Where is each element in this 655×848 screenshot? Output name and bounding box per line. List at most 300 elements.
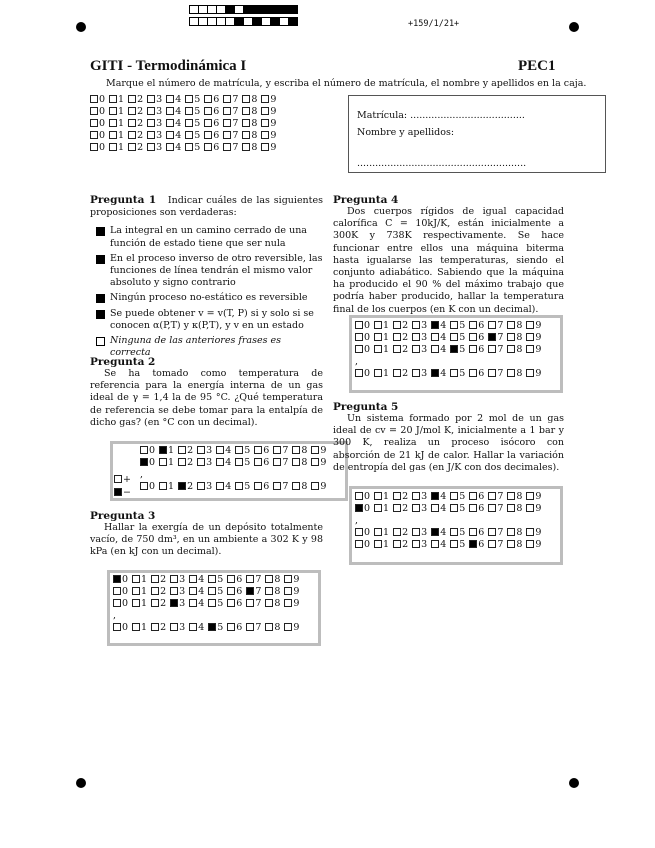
checkbox-icon	[393, 540, 401, 548]
digit-checkbox[interactable]	[311, 481, 326, 493]
digit-checkbox[interactable]	[132, 574, 147, 586]
digit-checkbox[interactable]	[450, 527, 465, 539]
digit-checkbox[interactable]	[265, 598, 280, 610]
digit-checkbox[interactable]	[170, 622, 185, 634]
digit-checkbox[interactable]	[469, 539, 484, 551]
digit-checkbox[interactable]	[147, 130, 162, 142]
digit-checkbox[interactable]	[355, 503, 370, 515]
digit-checkbox[interactable]	[431, 503, 446, 515]
digit-checkbox[interactable]	[412, 344, 427, 356]
digit-checkbox[interactable]	[204, 94, 219, 106]
question-3-grid[interactable]	[113, 574, 303, 634]
checkbox-icon	[185, 95, 193, 103]
digit-checkbox[interactable]	[507, 368, 522, 380]
digit-checkbox[interactable]	[204, 142, 219, 154]
digit-row[interactable]	[113, 574, 303, 586]
digit-checkbox[interactable]	[197, 457, 212, 469]
digit-checkbox[interactable]	[151, 586, 166, 598]
digit-checkbox[interactable]	[393, 539, 408, 551]
digit-checkbox[interactable]	[526, 332, 541, 344]
sign-plus[interactable]	[114, 474, 131, 486]
digit-label: 3	[206, 481, 213, 492]
digit-checkbox[interactable]	[227, 622, 242, 634]
digit-checkbox[interactable]	[223, 130, 238, 142]
digit-checkbox[interactable]	[216, 445, 231, 457]
digit-checkbox[interactable]	[374, 539, 389, 551]
digit-label: 8	[516, 320, 523, 331]
digit-checkbox[interactable]	[242, 94, 257, 106]
digit-checkbox[interactable]	[469, 332, 484, 344]
checkbox-icon	[128, 143, 136, 151]
digit-checkbox[interactable]	[374, 320, 389, 332]
decimal-separator: ,	[355, 356, 359, 367]
question-5-grid[interactable]	[355, 491, 545, 551]
checkbox-icon	[488, 540, 496, 548]
digit-checkbox[interactable]	[185, 142, 200, 154]
digit-checkbox[interactable]	[151, 574, 166, 586]
checkbox-icon	[246, 623, 254, 631]
digit-label: 5	[459, 332, 466, 343]
digit-checkbox[interactable]	[393, 503, 408, 515]
answer-option[interactable]	[90, 225, 323, 249]
digit-checkbox[interactable]	[204, 106, 219, 118]
digit-checkbox[interactable]	[166, 130, 181, 142]
digit-checkbox[interactable]	[488, 368, 503, 380]
checkbox-icon	[469, 333, 477, 341]
sign-minus[interactable]	[114, 487, 131, 499]
digit-checkbox[interactable]	[507, 491, 522, 503]
checkbox-icon	[159, 482, 167, 490]
checkbox-icon	[223, 95, 231, 103]
checkbox-icon	[265, 587, 273, 595]
digit-checkbox[interactable]	[113, 622, 128, 634]
digit-checkbox[interactable]	[374, 503, 389, 515]
digit-checkbox[interactable]	[197, 481, 212, 493]
digit-checkbox[interactable]	[90, 142, 105, 154]
digit-checkbox[interactable]	[159, 445, 174, 457]
digit-label: 6	[263, 481, 270, 492]
checkbox-icon	[254, 482, 262, 490]
digit-checkbox[interactable]	[374, 344, 389, 356]
digit-checkbox[interactable]	[109, 130, 124, 142]
digit-checkbox[interactable]	[185, 130, 200, 142]
checkbox-icon	[147, 119, 155, 127]
digit-label: 4	[440, 503, 447, 514]
digit-checkbox[interactable]	[412, 527, 427, 539]
answer-option[interactable]	[90, 308, 323, 332]
digit-checkbox[interactable]	[178, 457, 193, 469]
digit-row[interactable]	[355, 344, 545, 356]
digit-label: 0	[99, 118, 106, 129]
digit-row[interactable]	[113, 622, 303, 634]
digit-label: 2	[402, 368, 409, 379]
digit-checkbox[interactable]	[223, 94, 238, 106]
question-5	[333, 401, 564, 474]
digit-checkbox[interactable]	[393, 320, 408, 332]
digit-label: 3	[156, 118, 163, 129]
digit-row[interactable]	[355, 368, 545, 380]
digit-checkbox[interactable]	[355, 539, 370, 551]
digit-checkbox[interactable]	[166, 142, 181, 154]
digit-checkbox[interactable]	[140, 445, 155, 457]
digit-checkbox[interactable]	[393, 491, 408, 503]
digit-checkbox[interactable]	[261, 94, 276, 106]
digit-checkbox[interactable]	[355, 344, 370, 356]
digit-checkbox[interactable]	[227, 598, 242, 610]
digit-checkbox[interactable]	[488, 503, 503, 515]
digit-checkbox[interactable]	[355, 368, 370, 380]
digit-checkbox[interactable]	[109, 94, 124, 106]
digit-row[interactable]	[355, 539, 545, 551]
digit-checkbox[interactable]	[431, 368, 446, 380]
digit-checkbox[interactable]	[235, 445, 250, 457]
digit-checkbox[interactable]	[128, 94, 143, 106]
digit-checkbox[interactable]	[488, 491, 503, 503]
digit-checkbox[interactable]	[507, 344, 522, 356]
digit-checkbox[interactable]	[208, 622, 223, 634]
digit-checkbox[interactable]	[216, 481, 231, 493]
digit-checkbox[interactable]	[261, 106, 276, 118]
digit-checkbox[interactable]	[374, 368, 389, 380]
answer-option-text: Ningún proceso no-estático es reversible	[110, 292, 308, 304]
digit-checkbox[interactable]	[469, 344, 484, 356]
digit-label: 7	[282, 445, 289, 456]
digit-checkbox[interactable]	[178, 445, 193, 457]
digit-checkbox[interactable]	[147, 106, 162, 118]
digit-checkbox[interactable]	[185, 118, 200, 130]
digit-row[interactable]	[355, 320, 545, 332]
digit-checkbox[interactable]	[431, 491, 446, 503]
digit-checkbox[interactable]	[113, 598, 128, 610]
student-id-grid[interactable]	[90, 94, 280, 154]
digit-checkbox[interactable]	[355, 320, 370, 332]
digit-checkbox[interactable]	[284, 586, 299, 598]
digit-label: 6	[478, 368, 485, 379]
digit-checkbox[interactable]	[113, 586, 128, 598]
digit-checkbox[interactable]	[292, 457, 307, 469]
digit-label: 3	[156, 130, 163, 141]
digit-checkbox[interactable]	[469, 368, 484, 380]
digit-checkbox[interactable]	[507, 539, 522, 551]
digit-checkbox[interactable]	[132, 586, 147, 598]
digit-checkbox[interactable]	[526, 320, 541, 332]
checkbox-icon	[96, 337, 105, 346]
digit-label: 9	[270, 118, 277, 129]
digit-checkbox[interactable]	[178, 481, 193, 493]
digit-label: 9	[535, 491, 542, 502]
digit-checkbox[interactable]	[246, 574, 261, 586]
digit-label: 4	[198, 622, 205, 633]
digit-label: 5	[217, 586, 224, 597]
digit-checkbox[interactable]	[412, 320, 427, 332]
digit-checkbox[interactable]	[166, 118, 181, 130]
digit-checkbox[interactable]	[431, 344, 446, 356]
digit-checkbox[interactable]	[254, 481, 269, 493]
digit-checkbox[interactable]	[208, 586, 223, 598]
digit-label: 9	[535, 503, 542, 514]
digit-checkbox[interactable]	[128, 130, 143, 142]
checkbox-icon	[140, 446, 148, 454]
matricula-label[interactable]: Matrícula: ......................................	[357, 110, 525, 121]
digit-label: 1	[168, 481, 175, 492]
digit-checkbox[interactable]	[204, 118, 219, 130]
digit-checkbox[interactable]	[292, 445, 307, 457]
digit-checkbox[interactable]	[412, 368, 427, 380]
digit-label: 7	[232, 94, 239, 105]
digit-checkbox[interactable]	[488, 344, 503, 356]
digit-checkbox[interactable]	[265, 622, 280, 634]
name-dots[interactable]: ........................................................	[357, 158, 527, 169]
digit-checkbox[interactable]	[90, 130, 105, 142]
digit-checkbox[interactable]	[185, 106, 200, 118]
digit-checkbox[interactable]	[254, 457, 269, 469]
question-4-grid[interactable]	[355, 320, 545, 380]
digit-checkbox[interactable]	[431, 539, 446, 551]
checkbox-icon	[166, 119, 174, 127]
digit-checkbox[interactable]	[450, 503, 465, 515]
digit-checkbox[interactable]	[166, 106, 181, 118]
digit-checkbox[interactable]	[90, 106, 105, 118]
digit-checkbox[interactable]	[109, 118, 124, 130]
digit-row[interactable]	[355, 332, 545, 344]
digit-checkbox[interactable]	[469, 527, 484, 539]
digit-row[interactable]	[90, 118, 280, 130]
checkbox-icon	[96, 227, 105, 236]
digit-checkbox[interactable]	[132, 622, 147, 634]
checkbox-icon	[109, 143, 117, 151]
digit-row[interactable]	[140, 457, 330, 469]
digit-checkbox[interactable]	[374, 491, 389, 503]
checkbox-icon	[113, 623, 121, 631]
digit-row[interactable]	[355, 491, 545, 503]
digit-checkbox[interactable]	[450, 320, 465, 332]
digit-checkbox[interactable]	[431, 527, 446, 539]
digit-label: 5	[217, 574, 224, 585]
digit-checkbox[interactable]	[488, 320, 503, 332]
answer-option[interactable]	[90, 292, 323, 304]
digit-checkbox[interactable]	[147, 118, 162, 130]
digit-checkbox[interactable]	[109, 106, 124, 118]
digit-label: 0	[122, 598, 129, 609]
checkbox-icon	[132, 587, 140, 595]
digit-checkbox[interactable]	[393, 527, 408, 539]
digit-checkbox[interactable]	[223, 118, 238, 130]
digit-checkbox[interactable]	[526, 539, 541, 551]
digit-checkbox[interactable]	[113, 574, 128, 586]
digit-checkbox[interactable]	[242, 142, 257, 154]
digit-checkbox[interactable]	[374, 527, 389, 539]
digit-checkbox[interactable]	[265, 586, 280, 598]
digit-checkbox[interactable]	[450, 332, 465, 344]
digit-checkbox[interactable]	[208, 574, 223, 586]
digit-checkbox[interactable]	[292, 481, 307, 493]
digit-checkbox[interactable]	[132, 598, 147, 610]
digit-checkbox[interactable]	[208, 598, 223, 610]
digit-checkbox[interactable]	[412, 539, 427, 551]
digit-checkbox[interactable]	[166, 94, 181, 106]
digit-checkbox[interactable]	[469, 503, 484, 515]
digit-checkbox[interactable]	[265, 574, 280, 586]
digit-checkbox[interactable]	[159, 457, 174, 469]
digit-checkbox[interactable]	[450, 344, 465, 356]
digit-row[interactable]	[355, 503, 545, 515]
digit-checkbox[interactable]	[170, 586, 185, 598]
digit-checkbox[interactable]	[526, 527, 541, 539]
digit-checkbox[interactable]	[189, 586, 204, 598]
checkbox-icon	[284, 623, 292, 631]
digit-checkbox[interactable]	[159, 481, 174, 493]
checkbox-icon	[216, 482, 224, 490]
digit-checkbox[interactable]	[488, 332, 503, 344]
digit-checkbox[interactable]	[140, 481, 155, 493]
digit-checkbox[interactable]	[109, 142, 124, 154]
digit-label: 1	[383, 527, 390, 538]
digit-checkbox[interactable]	[242, 118, 257, 130]
digit-checkbox[interactable]	[273, 445, 288, 457]
digit-label: 7	[497, 491, 504, 502]
digit-checkbox[interactable]	[170, 574, 185, 586]
digit-checkbox[interactable]	[469, 320, 484, 332]
digit-checkbox[interactable]	[216, 457, 231, 469]
digit-checkbox[interactable]	[526, 368, 541, 380]
digit-checkbox[interactable]	[227, 586, 242, 598]
digit-checkbox[interactable]	[311, 457, 326, 469]
checkbox-icon	[170, 575, 178, 583]
digit-checkbox[interactable]	[526, 344, 541, 356]
digit-row[interactable]	[355, 527, 545, 539]
digit-row[interactable]	[113, 598, 303, 610]
digit-checkbox[interactable]	[393, 344, 408, 356]
digit-checkbox[interactable]	[147, 94, 162, 106]
digit-checkbox[interactable]	[235, 457, 250, 469]
digit-checkbox[interactable]	[189, 574, 204, 586]
digit-row[interactable]	[140, 445, 330, 457]
digit-checkbox[interactable]	[507, 503, 522, 515]
checkbox-icon	[284, 599, 292, 607]
digit-checkbox[interactable]	[284, 574, 299, 586]
digit-checkbox[interactable]	[469, 491, 484, 503]
checkbox-icon	[96, 255, 105, 264]
checkbox-icon	[170, 623, 178, 631]
digit-label: 0	[364, 491, 371, 502]
digit-checkbox[interactable]	[223, 142, 238, 154]
digit-checkbox[interactable]	[151, 598, 166, 610]
digit-checkbox[interactable]	[311, 445, 326, 457]
digit-label: 9	[270, 130, 277, 141]
digit-checkbox[interactable]	[128, 106, 143, 118]
digit-checkbox[interactable]	[197, 445, 212, 457]
digit-checkbox[interactable]	[412, 332, 427, 344]
answer-option-text: La integral en un camino cerrado de una función de estado tiene que ser nula	[110, 225, 307, 249]
digit-checkbox[interactable]	[412, 503, 427, 515]
digit-checkbox[interactable]	[507, 320, 522, 332]
digit-checkbox[interactable]	[450, 368, 465, 380]
digit-checkbox[interactable]	[488, 527, 503, 539]
digit-checkbox[interactable]	[355, 527, 370, 539]
checkbox-icon	[189, 623, 197, 631]
checkbox-icon	[355, 540, 363, 548]
digit-checkbox[interactable]	[147, 142, 162, 154]
digit-checkbox[interactable]	[507, 527, 522, 539]
digit-checkbox[interactable]	[355, 491, 370, 503]
digit-checkbox[interactable]	[261, 130, 276, 142]
digit-checkbox[interactable]	[90, 94, 105, 106]
digit-label: 5	[244, 445, 251, 456]
digit-checkbox[interactable]	[273, 481, 288, 493]
checkbox-icon	[393, 345, 401, 353]
digit-checkbox[interactable]	[273, 457, 288, 469]
digit-checkbox[interactable]	[128, 142, 143, 154]
digit-checkbox[interactable]	[223, 106, 238, 118]
digit-row[interactable]	[113, 586, 303, 598]
checkbox-icon	[147, 95, 155, 103]
digit-checkbox[interactable]	[431, 320, 446, 332]
question-5-title: Pregunta 5	[333, 401, 399, 413]
digit-row[interactable]	[90, 106, 280, 118]
answer-option[interactable]	[90, 253, 323, 290]
digit-label: 9	[535, 320, 542, 331]
digit-checkbox[interactable]	[128, 118, 143, 130]
digit-checkbox[interactable]	[246, 598, 261, 610]
digit-checkbox[interactable]	[235, 481, 250, 493]
digit-checkbox[interactable]	[284, 622, 299, 634]
digit-checkbox[interactable]	[261, 142, 276, 154]
digit-row[interactable]	[90, 142, 280, 154]
digit-checkbox[interactable]	[374, 332, 389, 344]
digit-checkbox[interactable]	[488, 539, 503, 551]
checkbox-icon	[128, 119, 136, 127]
digit-row[interactable]	[140, 481, 330, 493]
name-label[interactable]: Nombre y apellidos:	[357, 127, 455, 138]
digit-checkbox[interactable]	[189, 622, 204, 634]
digit-checkbox[interactable]	[170, 598, 185, 610]
digit-checkbox[interactable]	[526, 503, 541, 515]
digit-checkbox[interactable]	[393, 332, 408, 344]
checkbox-icon	[265, 599, 273, 607]
checkbox-icon	[189, 575, 197, 583]
checkbox-icon	[507, 528, 515, 536]
digit-checkbox[interactable]	[90, 118, 105, 130]
digit-checkbox[interactable]	[450, 491, 465, 503]
digit-checkbox[interactable]	[412, 491, 427, 503]
digit-row[interactable]	[90, 94, 280, 106]
digit-checkbox[interactable]	[261, 118, 276, 130]
digit-checkbox[interactable]	[450, 539, 465, 551]
digit-checkbox[interactable]	[254, 445, 269, 457]
checkbox-icon	[431, 321, 439, 329]
digit-checkbox[interactable]	[393, 368, 408, 380]
digit-checkbox[interactable]	[431, 332, 446, 344]
digit-row[interactable]	[90, 130, 280, 142]
digit-checkbox[interactable]	[242, 130, 257, 142]
question-2-grid[interactable]	[140, 445, 330, 493]
digit-checkbox[interactable]	[507, 332, 522, 344]
digit-checkbox[interactable]	[355, 332, 370, 344]
digit-checkbox[interactable]	[151, 622, 166, 634]
digit-checkbox[interactable]	[189, 598, 204, 610]
digit-checkbox[interactable]	[185, 94, 200, 106]
digit-checkbox[interactable]	[140, 457, 155, 469]
digit-checkbox[interactable]	[526, 491, 541, 503]
digit-checkbox[interactable]	[204, 130, 219, 142]
digit-checkbox[interactable]	[246, 622, 261, 634]
digit-checkbox[interactable]	[242, 106, 257, 118]
digit-checkbox[interactable]	[246, 586, 261, 598]
digit-label: 6	[478, 491, 485, 502]
digit-checkbox[interactable]	[227, 574, 242, 586]
checkbox-icon	[393, 369, 401, 377]
digit-checkbox[interactable]	[284, 598, 299, 610]
